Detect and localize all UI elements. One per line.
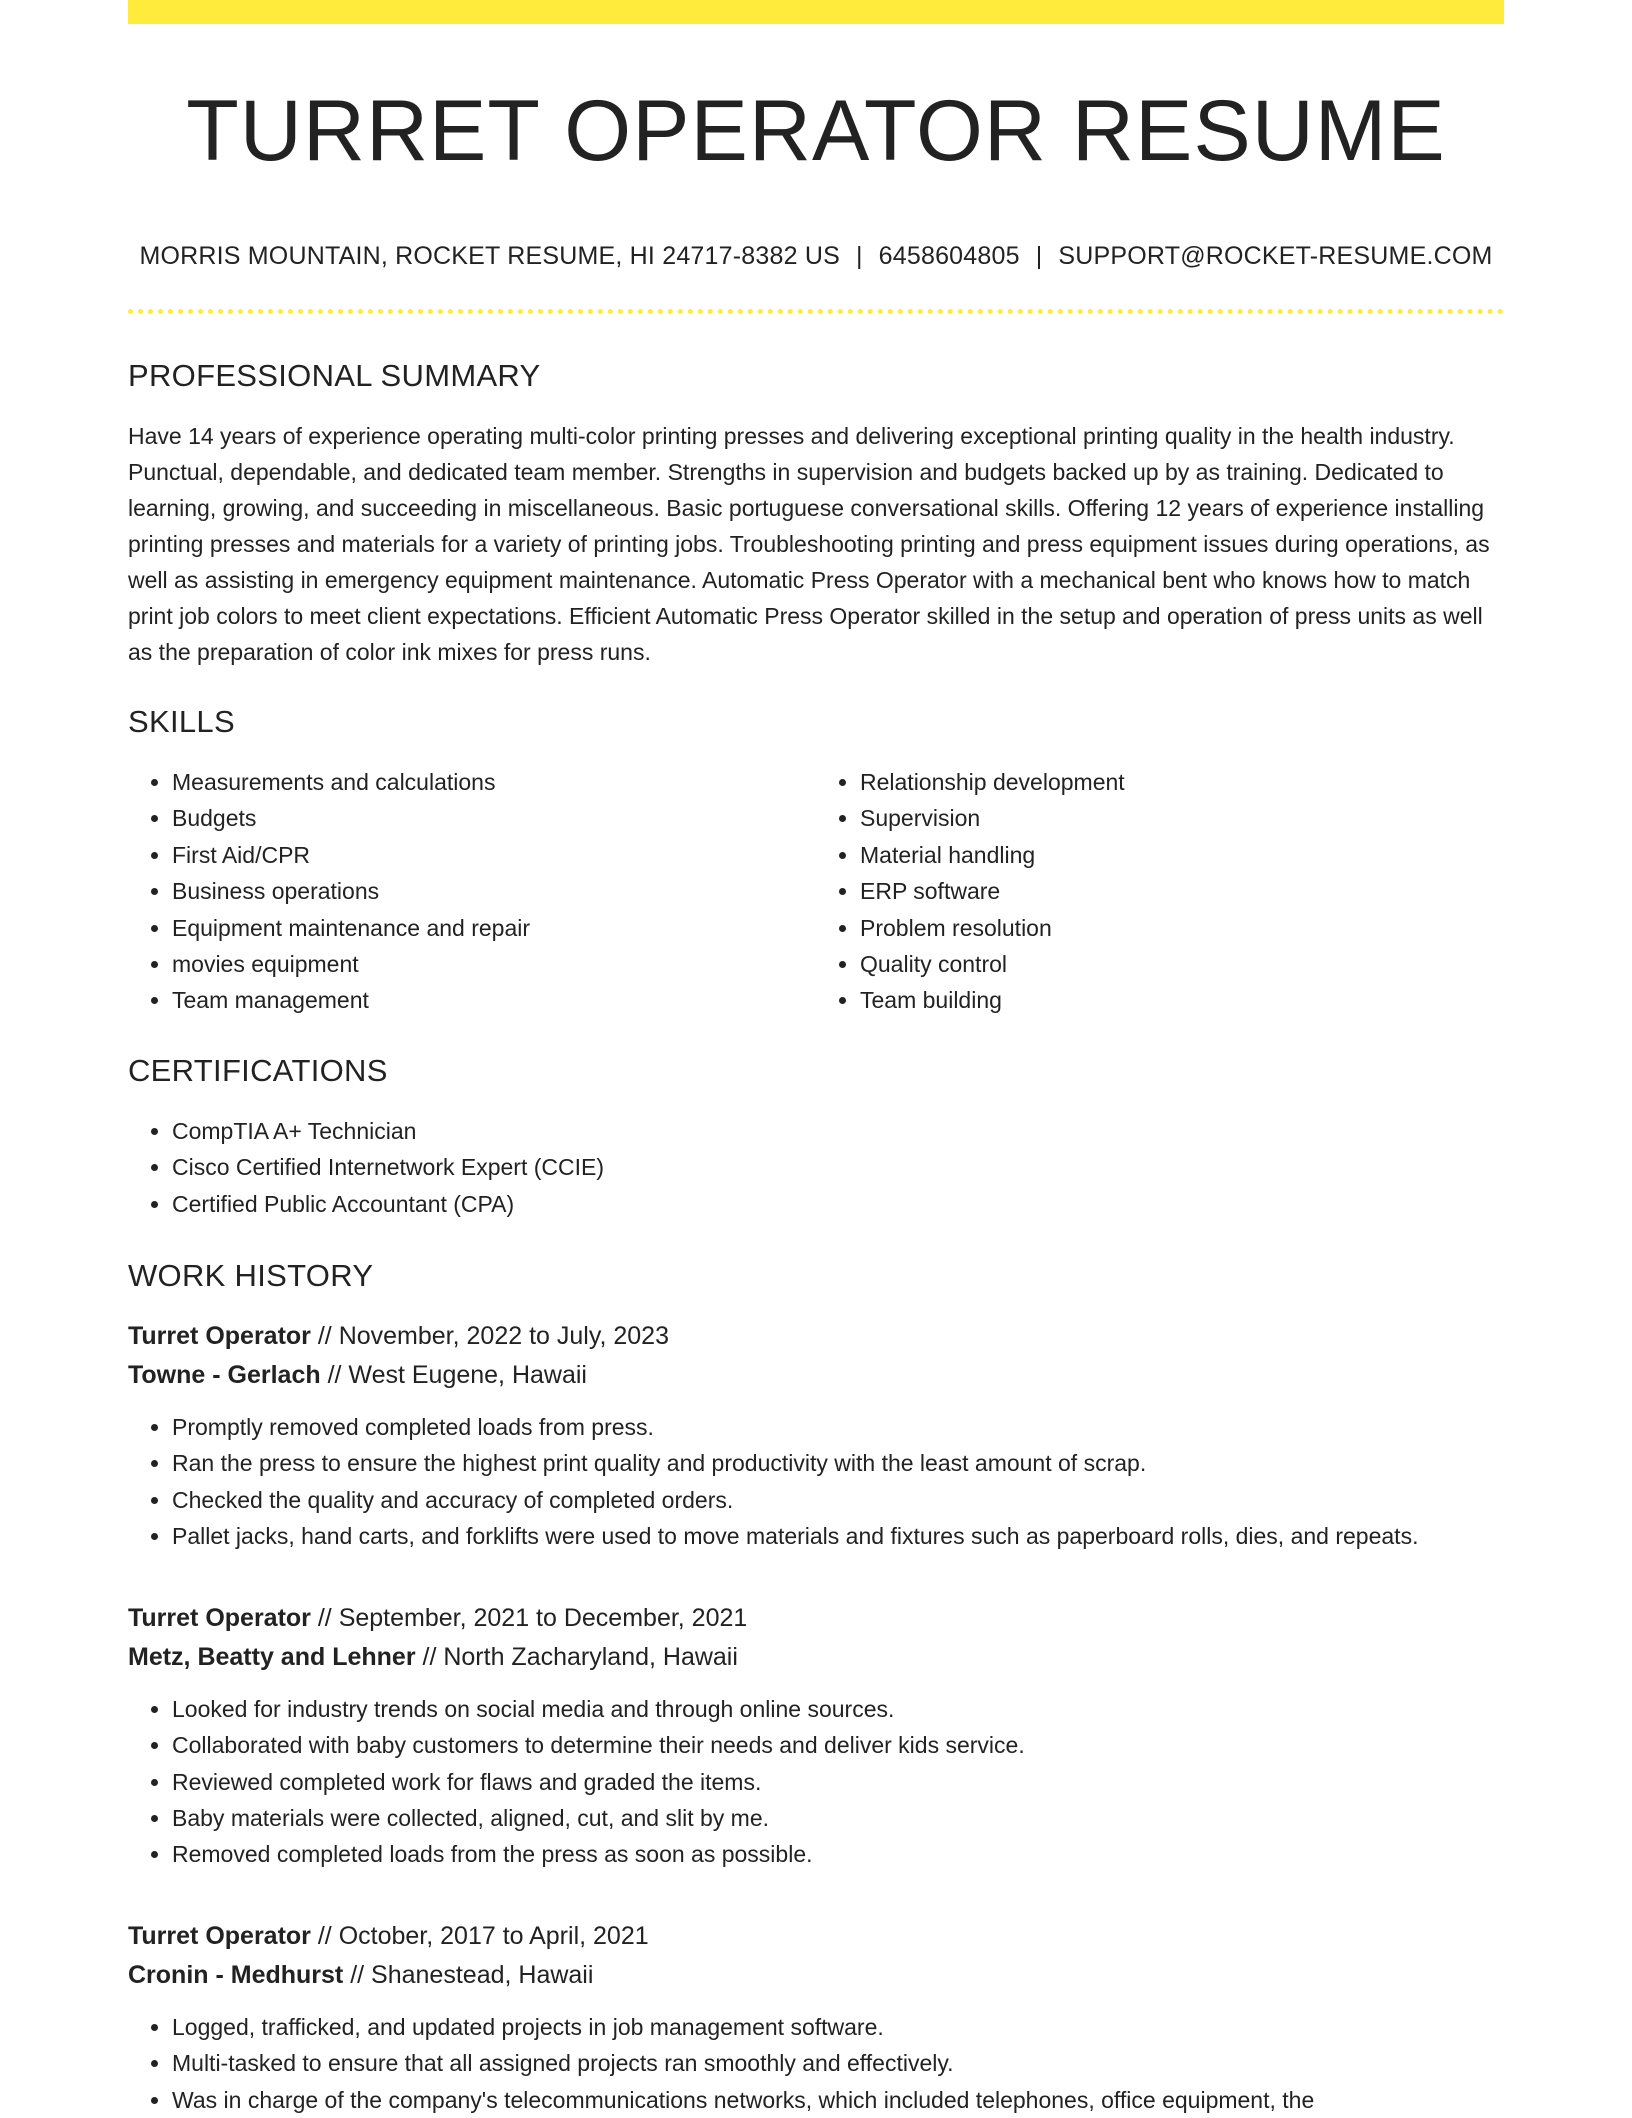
contact-line (128, 244, 1504, 269)
job-entry (128, 1917, 1504, 2118)
skill-item: • ERP software (860, 873, 1504, 909)
dotted-divider (128, 309, 1504, 314)
contact-email[interactable]: SUPPORT@ROCKET-RESUME.COM (1058, 242, 1493, 270)
skills-list-left (128, 764, 816, 1019)
job-company-line (128, 1956, 1504, 1995)
skill-item: • Supervision (860, 800, 1504, 836)
skill-item: • Relationship development (860, 764, 1504, 800)
job-dates: // October, 2017 to April, 2021 (310, 1921, 649, 1950)
skill-item: • Problem resolution (860, 910, 1504, 946)
job-bullet-list (128, 2009, 1504, 2118)
certification-item: • CompTIA A+ Technician (172, 1113, 1504, 1149)
skill-item: • movies equipment (172, 946, 816, 982)
job-bullet: • Looked for industry trends on social media and through online sources. (172, 1691, 1504, 1727)
job-role: Turret Operator (128, 1322, 311, 1351)
job-location: // Shanestead, Hawaii (343, 1960, 594, 1989)
skills-heading: SKILLS (128, 704, 235, 739)
job-location: // West Eugene, Hawaii (320, 1361, 587, 1390)
skill-item: • Business operations (172, 873, 816, 909)
job-role: Turret Operator (128, 1603, 311, 1632)
accent-top-bar (128, 0, 1504, 24)
resume-title: TURRET OPERATOR RESUME (186, 83, 1446, 179)
job-bullet: • Was in charge of the company's telecommunications networks, which included telephones, office equipment, the (172, 2082, 1504, 2118)
contact-phone[interactable]: 6458604805 (878, 242, 1020, 270)
certification-item: • Certified Public Accountant (CPA) (172, 1186, 1504, 1222)
skill-item: • Quality control (860, 946, 1504, 982)
contact-separator: | (855, 242, 863, 270)
job-bullet: • Logged, trafficked, and updated projects in job management software. (172, 2009, 1504, 2045)
job-bullet-list (128, 1691, 1504, 1873)
certification-item: • Cisco Certified Internetwork Expert (CCIE) (172, 1149, 1504, 1185)
job-company-line (128, 1356, 1504, 1395)
skill-item: • Team management (172, 982, 816, 1018)
job-bullet: • Promptly removed completed loads from press. (172, 1409, 1504, 1445)
job-bullet: • Collaborated with baby customers to determine their needs and deliver kids service. (172, 1727, 1504, 1763)
job-bullet: • Reviewed completed work for flaws and graded the items. (172, 1764, 1504, 1800)
job-bullet: • Pallet jacks, hand carts, and forklifts were used to move materials and fixtures such as paperboard rolls, dies, and repeats. (172, 1518, 1504, 1554)
job-bullet: • Removed completed loads from the press as soon as possible. (172, 1836, 1504, 1872)
job-entry (128, 1317, 1504, 1555)
skill-item: • First Aid/CPR (172, 837, 816, 873)
skills-columns (128, 764, 1504, 1019)
contact-separator: | (1035, 242, 1043, 270)
skill-item: • Team building (860, 982, 1504, 1018)
job-bullet-list (128, 1409, 1504, 1555)
skill-item: • Equipment maintenance and repair (172, 910, 816, 946)
job-role-line (128, 1917, 1504, 1956)
resume-page (128, 0, 1504, 2118)
certifications-list (128, 1113, 1504, 1222)
skill-item: • Material handling (860, 837, 1504, 873)
skills-list-right (816, 764, 1504, 1019)
job-role: Turret Operator (128, 1921, 311, 1950)
job-entry (128, 1599, 1504, 1873)
work-history-heading: WORK HISTORY (128, 1258, 374, 1294)
job-location: // North Zacharyland, Hawaii (415, 1642, 738, 1671)
job-bullet: • Baby materials were collected, aligned, cut, and slit by me. (172, 1800, 1504, 1836)
skill-item: • Budgets (172, 800, 816, 836)
job-company: Cronin - Medhurst (128, 1960, 344, 1989)
job-dates: // November, 2022 to July, 2023 (310, 1322, 669, 1351)
job-bullet: • Checked the quality and accuracy of completed orders. (172, 1482, 1504, 1518)
job-company: Towne - Gerlach (128, 1361, 321, 1390)
job-role-line (128, 1317, 1504, 1356)
job-role-line (128, 1599, 1504, 1638)
job-company: Metz, Beatty and Lehner (128, 1642, 416, 1671)
job-company-line (128, 1638, 1504, 1677)
job-bullet: • Multi-tasked to ensure that all assigned projects ran smoothly and effectively. (172, 2045, 1504, 2081)
job-bullet: • Ran the press to ensure the highest print quality and productivity with the least amount of scrap. (172, 1445, 1504, 1481)
contact-address: MORRIS MOUNTAIN, ROCKET RESUME, HI 24717-8382 US (139, 242, 840, 270)
certifications-heading: CERTIFICATIONS (128, 1052, 388, 1088)
summary-heading: PROFESSIONAL SUMMARY (128, 358, 541, 393)
skill-item: • Measurements and calculations (172, 764, 816, 800)
job-dates: // September, 2021 to December, 2021 (310, 1603, 748, 1632)
summary-text: Have 14 years of experience operating multi-color printing presses and delivering exceptional printing quality in the health industry. Punctual, dependable, and dedicated team member. Strengths in supervision and budgets backed up by as training. Dedicated to learning, growing, and succeeding in miscellaneous. Basic portuguese conversational skills. Offering 12 years of experience installing printing presses and materials for a variety of printing jobs. Troubleshooting printing and press equipment issues during operations, as well as assisting in emergency equipment maintenance. Automatic Press Operator with a mechanical bent who knows how to match print job colors to meet client expectations. Efficient Automatic Press Operator skilled in the setup and operation of press units as well as the preparation of color ink mixes for press runs. (128, 423, 1490, 665)
